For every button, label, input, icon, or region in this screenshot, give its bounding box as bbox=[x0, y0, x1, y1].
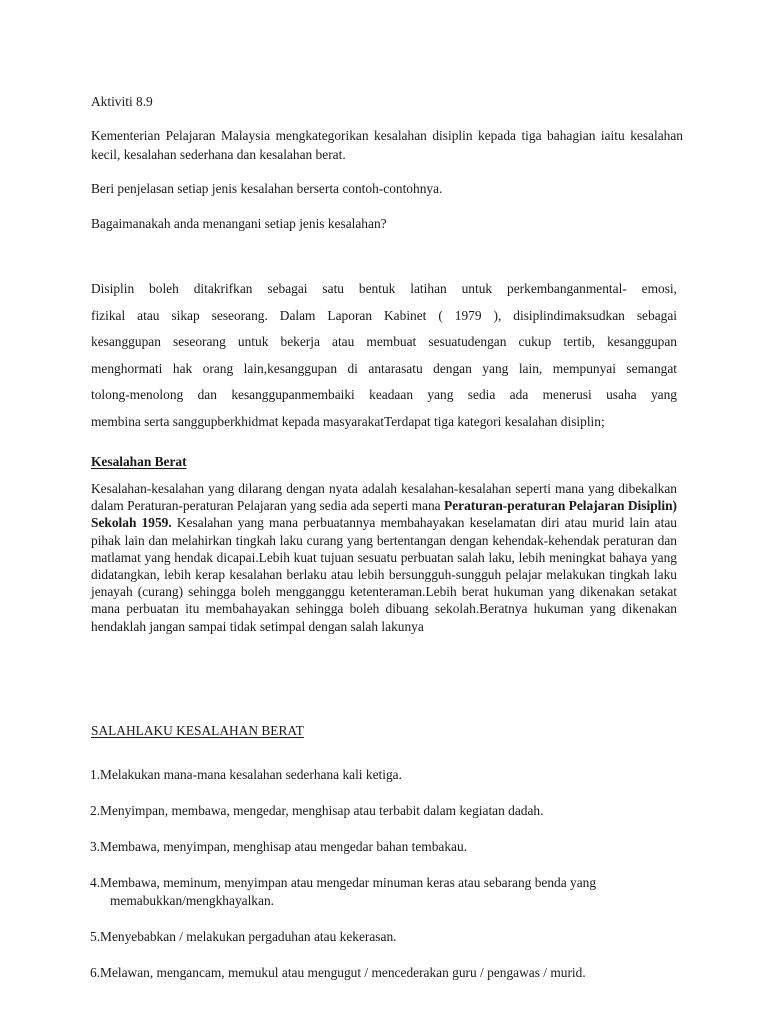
kesalahan-berat-text-2: Kesalahan yang mana perbuatannya membahayakan keselamatan diri atau murid lain atau pihak lain dan melahirkan tingkah laku curang yang bertentangan dengan kehendak-kehendak peraturan dan matlamat yang hendak dicapai.Lebih kuat tujuan sesuatu perbuatan salah laku, lebih meningkat bahaya yang didatangkan, lebih kerap kesalahan berlaku atau lebih bersungguh-sungguh pelajar melakukan tingkah laku jenayah (curang) sehingga boleh mengganggu ketenteraman.Lebih berat hukuman yang dikenakan setakat mana perbuatan itu membahayakan sehingga boleh dibuang sekolah.Beratnya hukuman yang dikenakan hendaklah jangan sampai tidak setimpal dengan salah lakunya bbox=[91, 515, 677, 634]
list-item: 1.Melakukan mana-mana kesalahan sederhana kali ketiga. bbox=[90, 767, 402, 782]
definition-line: tolong-menolong dan kesanggupanmembaiki keadaan yang sedia ada menerusi usaha yang bbox=[91, 387, 677, 403]
list-item: 3.Membawa, menyimpan, menghisap atau mengedar bahan tembakau. bbox=[90, 839, 468, 854]
list-item bbox=[90, 874, 690, 910]
list-item-line: 4.Membawa, meminum, menyimpan atau mengedar minuman keras atau sebarang benda yang bbox=[90, 875, 597, 890]
list-item: 5.Menyebabkan / melakukan pergaduhan atau kekerasan. bbox=[90, 929, 397, 944]
definition-line: kesanggupan seseorang untuk bekerja atau membuat sesuatudengan cukup tertib, kesanggupan bbox=[91, 334, 677, 350]
definition-paragraph bbox=[91, 276, 677, 436]
list-item: 2.Menyimpan, membawa, mengedar, menghisap atau terbabit dalam kegiatan dadah. bbox=[90, 803, 544, 818]
list-item-line: memabukkan/mengkhayalkan. bbox=[110, 893, 274, 908]
activity-title: Aktiviti 8.9 bbox=[91, 94, 153, 109]
list-item: 6.Melawan, mengancam, memukul atau mengugut / mencederakan guru / pengawas / murid. bbox=[90, 965, 586, 980]
definition-line: Disiplin boleh ditakrifkan sebagai satu bentuk latihan untuk perkembanganmental- emosi, bbox=[91, 281, 677, 296]
kesalahan-berat-paragraph bbox=[91, 480, 677, 635]
salahlaku-heading: SALAHLAKU KESALAHAN BERAT bbox=[91, 723, 304, 738]
kesalahan-berat-heading bbox=[91, 452, 187, 471]
activity-intro: Kementerian Pelajaran Malaysia mengkategorikan kesalahan disiplin kepada tiga bahagian iaitu kesalahan kecil, kesalahan sederhana dan kesalahan berat. bbox=[91, 128, 683, 162]
kesalahan-berat-text-1: Kesalahan-kesalahan yang dilarang dengan nyata adalah kesalahan-kesalahan seperti mana yang dibekalkan dalam Peraturan-peraturan Pelajaran yang sedia ada seperti mana bbox=[91, 481, 677, 514]
kesalahan-berat-heading-text: Kesalahan Berat bbox=[91, 454, 187, 469]
definition-line: membina serta sanggupberkhidmat kepada masyarakatTerdapat tiga kategori kesalahan disiplin; bbox=[91, 413, 605, 429]
activity-task-1: Beri penjelasan setiap jenis kesalahan berserta contoh-contohnya. bbox=[91, 181, 443, 196]
activity-task-2: Bagaimanakah anda menangani setiap jenis kesalahan? bbox=[91, 216, 387, 231]
definition-line: fizikal atau sikap seseorang. Dalam Laporan Kabinet ( 1979 ), disiplindimaksudkan sebagai bbox=[91, 307, 677, 323]
definition-line: menghormati hak orang lain,kesanggupan di antarasatu dengan yang lain, mempunyai semangat bbox=[91, 360, 677, 376]
kesalahan-berat-regulation: Peraturan-peraturan Pelajaran Disiplin) Sekolah 1959. bbox=[91, 498, 677, 531]
